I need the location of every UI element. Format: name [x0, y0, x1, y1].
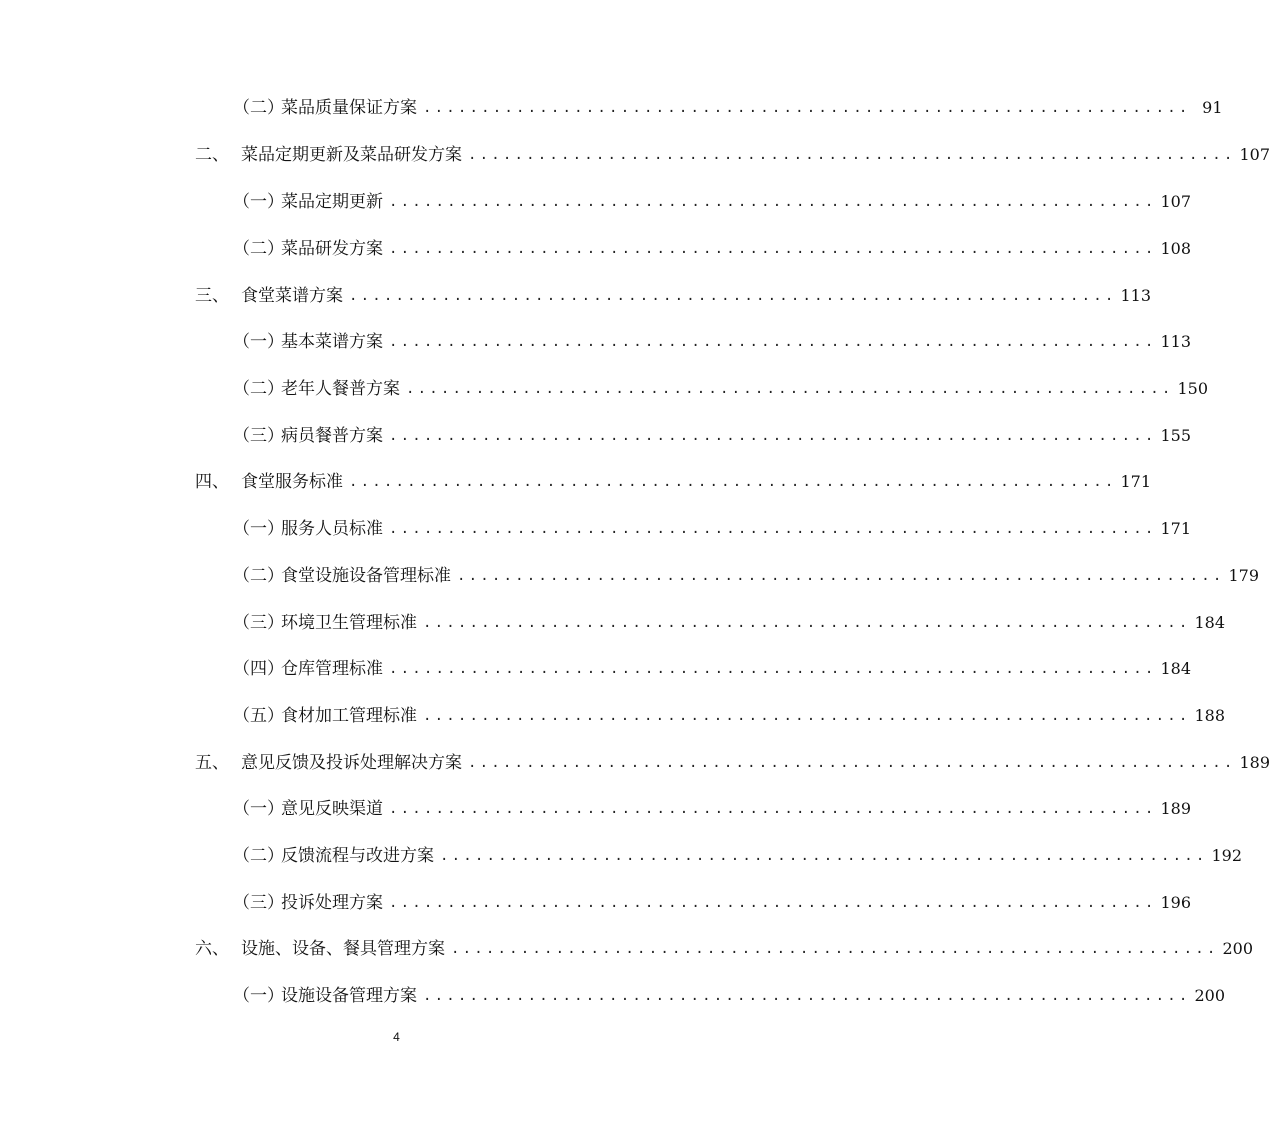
toc-entry[interactable]	[233, 843, 1243, 869]
toc-entry-title: 食堂菜谱方案	[241, 286, 343, 306]
toc-entry-page: 107	[1239, 145, 1270, 164]
toc-entry-title: 菜品质量保证方案	[281, 98, 417, 118]
toc-entry[interactable]	[233, 796, 1192, 822]
toc-entry[interactable]	[233, 189, 1192, 215]
toc-entry-title: 意见反映渠道	[281, 799, 383, 819]
toc-leader-dots: ..................................................................	[349, 288, 1117, 304]
toc-entry-page: 150	[1177, 379, 1209, 398]
toc-entry[interactable]	[233, 95, 1223, 121]
toc-entry-title: 基本菜谱方案	[281, 332, 383, 352]
toc-entry-title: 服务人员标准	[281, 519, 383, 539]
toc-leader-dots: ..................................................................	[423, 615, 1191, 631]
toc-entry-page: 192	[1211, 846, 1243, 865]
toc-leader-dots: ..................................................................	[423, 988, 1191, 1004]
toc-entry-page: 113	[1120, 286, 1152, 305]
toc-leader-dots: ..................................................................	[389, 661, 1157, 677]
toc-entry-page: 155	[1160, 426, 1192, 445]
toc-entry[interactable]	[233, 563, 1260, 589]
toc-entry-number: 三、	[195, 286, 229, 306]
toc-leader-dots: ..................................................................	[389, 895, 1157, 911]
toc-leader-dots: ..................................................................	[406, 381, 1174, 397]
toc-entry-title: 菜品研发方案	[281, 239, 383, 259]
toc-entry-page: 107	[1160, 192, 1192, 211]
toc-entry[interactable]	[233, 983, 1226, 1009]
toc-leader-dots: ..................................................................	[389, 194, 1157, 210]
toc-entry-number: 六、	[195, 939, 229, 959]
toc-entry-number: （二）	[233, 566, 284, 586]
toc-entry[interactable]	[195, 142, 1270, 168]
toc-entry-page: 188	[1194, 706, 1226, 725]
toc-entry[interactable]	[233, 376, 1209, 402]
toc-entry-number: （三）	[233, 426, 284, 446]
toc-leader-dots: ..................................................................	[389, 801, 1157, 817]
toc-entry[interactable]	[233, 423, 1192, 449]
toc-entry-number: （一）	[233, 519, 284, 539]
toc-entry-page: 184	[1160, 659, 1192, 678]
toc-entry-page: 184	[1194, 613, 1226, 632]
toc-leader-dots: ..................................................................	[389, 241, 1157, 257]
toc-leader-dots: ..................................................................	[468, 147, 1236, 163]
toc-leader-dots: ..................................................................	[349, 474, 1117, 490]
toc-entry-number: 四、	[195, 472, 229, 492]
toc-entry[interactable]	[233, 890, 1192, 916]
toc-leader-dots: ..................................................................	[423, 708, 1191, 724]
toc-entry-page: 179	[1228, 566, 1260, 585]
toc-leader-dots: ..................................................................	[468, 755, 1236, 771]
toc-entry-title: 菜品定期更新	[281, 192, 383, 212]
toc-entry-number: （三）	[233, 613, 284, 633]
toc-entry-page: 108	[1160, 239, 1192, 258]
toc-entry-number: （五）	[233, 706, 284, 726]
toc-entry-title: 食堂设施设备管理标准	[281, 566, 451, 586]
toc-entry[interactable]	[233, 656, 1192, 682]
toc-leader-dots: ..................................................................	[389, 428, 1157, 444]
toc-entry-number: （二）	[233, 239, 284, 259]
toc-leader-dots: ..................................................................	[423, 100, 1191, 116]
toc-entry-title: 老年人餐普方案	[281, 379, 400, 399]
toc-entry-number: （二）	[233, 98, 284, 118]
toc-entry-number: （一）	[233, 192, 284, 212]
toc-entry-title: 设施设备管理方案	[281, 986, 417, 1006]
toc-entry-page: 189	[1160, 799, 1192, 818]
toc-entry[interactable]	[233, 610, 1226, 636]
toc-leader-dots: ..................................................................	[451, 941, 1219, 957]
toc-entry[interactable]	[233, 516, 1192, 542]
toc-entry-title: 食堂服务标准	[241, 472, 343, 492]
toc-entry-number: （四）	[233, 659, 284, 679]
toc-entry-title: 环境卫生管理标准	[281, 613, 417, 633]
toc-entry-number: （二）	[233, 846, 284, 866]
toc-entry-number: （二）	[233, 379, 284, 399]
toc-entry-number: （一）	[233, 332, 284, 352]
toc-entry-page: 171	[1160, 519, 1192, 538]
toc-entry-title: 食材加工管理标准	[281, 706, 417, 726]
toc-entry-page: 91	[1202, 98, 1223, 117]
toc-entry[interactable]	[195, 936, 1254, 962]
toc-entry-page: 113	[1160, 332, 1192, 351]
toc-entry-number: （三）	[233, 893, 284, 913]
toc-entry[interactable]	[195, 283, 1152, 309]
toc-leader-dots: ..................................................................	[389, 521, 1157, 537]
toc-entry-title: 设施、设备、餐具管理方案	[241, 939, 445, 959]
toc-entry-page: 200	[1222, 939, 1254, 958]
toc-entry[interactable]	[233, 236, 1192, 262]
toc-entry-number: 二、	[195, 145, 229, 165]
toc-entry-title: 病员餐普方案	[281, 426, 383, 446]
toc-entry-page: 200	[1194, 986, 1226, 1005]
toc-entry[interactable]	[233, 703, 1226, 729]
toc-entry[interactable]	[195, 750, 1270, 776]
toc-entry-number: （一）	[233, 799, 284, 819]
toc-entry[interactable]	[233, 329, 1192, 355]
toc-entry-number: （一）	[233, 986, 284, 1006]
toc-entry-title: 仓库管理标准	[281, 659, 383, 679]
page-number: 4	[393, 1030, 400, 1044]
toc-leader-dots: ..................................................................	[440, 848, 1208, 864]
toc-leader-dots: ..................................................................	[457, 568, 1225, 584]
toc-entry-title: 投诉处理方案	[281, 893, 383, 913]
toc-entry[interactable]	[195, 469, 1152, 495]
toc-leader-dots: ..................................................................	[389, 334, 1157, 350]
toc-entry-page: 189	[1239, 753, 1270, 772]
toc-entry-title: 反馈流程与改进方案	[281, 846, 434, 866]
toc-entry-page: 196	[1160, 893, 1192, 912]
toc-entry-number: 五、	[195, 753, 229, 773]
toc-entry-page: 171	[1120, 472, 1152, 491]
toc-entry-title: 菜品定期更新及菜品研发方案	[241, 145, 462, 165]
toc-entry-title: 意见反馈及投诉处理解决方案	[241, 753, 462, 773]
